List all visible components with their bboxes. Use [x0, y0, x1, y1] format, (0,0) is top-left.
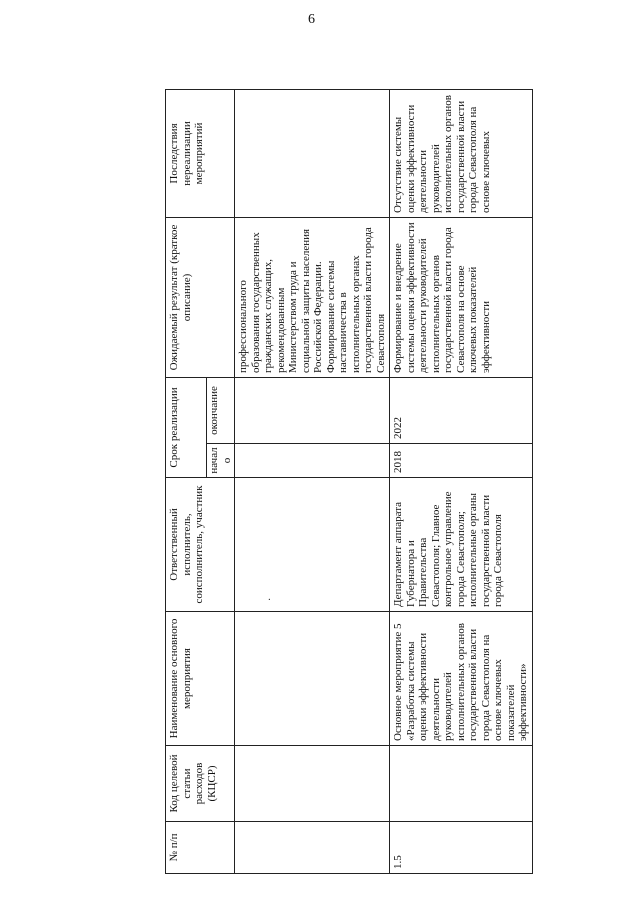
header-result: Ожидаемый результат (краткое описание) — [166, 217, 235, 377]
cell-result: Формирование и внедрение системы оценки эффективности деятельности руководителей исполнительных органов государственной власти города Севастополя на основе ключевых показателей эффективности — [390, 217, 533, 377]
header-consequences: Последствия нереализации мероприятий — [166, 89, 235, 217]
header-code: Код целевой статьи расходов (КЦСР) — [166, 746, 235, 822]
activities-table — [165, 89, 533, 874]
header-end: окончание — [207, 377, 235, 443]
header-name: Наименование основного мероприятия — [166, 612, 235, 746]
cell-responsible — [235, 478, 390, 612]
header-period: Срок реализации — [166, 377, 207, 477]
page-number: 6 — [308, 12, 315, 27]
table-row — [390, 89, 533, 873]
cell-name: Основное мероприятие 5 «Разработка системы оценки эффективности деятельности руководителей исполнительных органов государственной власти города Севастополя на основе ключевых показателей эффективности» — [390, 612, 533, 746]
header-responsible: Ответственный исполнитель, соисполнитель, участник — [166, 478, 235, 612]
stray-mark: · — [265, 597, 276, 601]
table-row — [235, 89, 390, 873]
cell-result: профессионального образования государственных гражданских служащих, рекомендованным Министерством труда и социальной защиты населения Российской Федерации. Формирование системы наставничества в исполнительных органах государственной власти города Севастополя — [235, 217, 390, 377]
cell-code — [235, 746, 390, 822]
cell-consequences — [235, 89, 390, 217]
header-num: № п/п — [166, 822, 235, 874]
cell-num: 1.5 — [390, 822, 533, 874]
cell-responsible: Департамент аппарата Губернатора и Правительства Севастополя; Главное контрольное управление города Севастополя; исполнительные органы государственной власти города Севастополя — [390, 478, 533, 612]
cell-num — [235, 822, 390, 874]
cell-consequences: Отсутствие системы оценки эффективности деятельности руководителей исполнительных органов государственной власти города Севастополя на основе ключевых — [390, 89, 533, 217]
cell-start — [235, 444, 390, 478]
rotated-table-container — [165, 90, 529, 874]
cell-end: 2022 — [390, 377, 533, 443]
cell-start: 2018 — [390, 444, 533, 478]
cell-code — [390, 746, 533, 822]
cell-name — [235, 597, 390, 746]
header-start: начало — [207, 444, 235, 478]
header-row — [166, 89, 207, 873]
cell-end — [235, 377, 390, 443]
